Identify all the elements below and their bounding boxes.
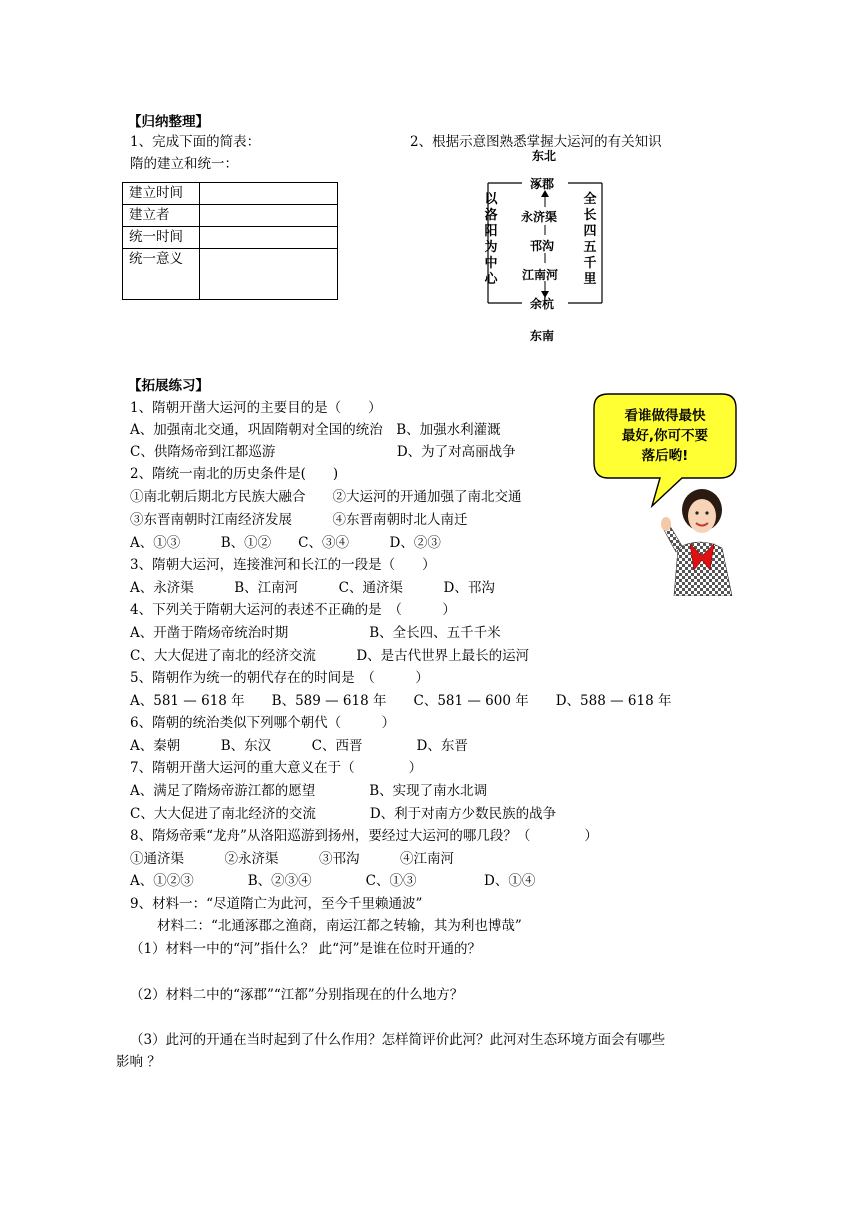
diagram-node-hangou: 邗沟	[530, 239, 555, 253]
question-line: 7、隋朝开凿大运河的重大意义在于（ ）	[130, 760, 423, 776]
question-line: A、①③ B、①② C、③④ D、②③	[130, 535, 441, 551]
question-line: 8、隋炀帝乘“龙舟”从洛阳巡游到扬州，要经过大运河的哪几段？（ ）	[130, 828, 598, 844]
question-line: ①南北朝后期北方民族大融合 ②大运河的开通加强了南北交通	[130, 489, 522, 505]
table-cell-label: 统一时间	[123, 227, 200, 249]
bubble-line-3: 落后哟!	[641, 448, 689, 464]
speech-bubble-text	[606, 406, 724, 466]
diagram-node-jiangnanhe: 江南河	[522, 268, 559, 282]
task-1-subtitle: 隋的建立和统一：	[130, 156, 238, 172]
question-line: 2、隋统一南北的历史条件是( )	[130, 466, 339, 482]
section-heading-summary: 【归纳整理】	[128, 114, 209, 130]
table-cell-answer[interactable]	[200, 183, 338, 205]
table-row	[123, 183, 338, 205]
question-line: 材料二：“北通涿郡之渔商，南运江都之转输，其为利也博哉”	[130, 918, 522, 934]
task-2-text: 2、根据示意图熟悉掌握大运河的有关知识	[410, 134, 662, 150]
table-cell-answer[interactable]	[200, 205, 338, 227]
task-1-text: 1、完成下面的简表：	[130, 134, 261, 150]
table-cell-answer[interactable]	[200, 249, 338, 300]
table-cell-answer[interactable]	[200, 227, 338, 249]
table-row	[123, 205, 338, 227]
question-line: 5、隋朝作为统一的朝代存在的时间是 （ ）	[130, 670, 429, 686]
diagram-node-yuhang: 余杭	[530, 297, 555, 311]
table-row	[123, 249, 338, 300]
question-line: 3、隋朝大运河，连接淮河和长江的一段是（ ）	[130, 557, 436, 573]
question-line: A、开凿于隋炀帝统治时期 B、全长四、五千千米	[130, 625, 501, 641]
diagram-north-label: 东北	[532, 149, 557, 163]
question-line: ①通济渠 ②永济渠 ③邗沟 ④江南河	[130, 851, 454, 867]
diagram-right-label: 全长四五千里	[583, 192, 597, 287]
question-line: （2）材料二中的“涿郡”“江都”分别指现在的什么地方？	[130, 987, 464, 1003]
question-line: A、加强南北交通，巩固隋朝对全国的统治 B、加强水利灌溉	[130, 422, 501, 438]
teacher-illustration	[652, 486, 748, 596]
bubble-line-1: 看谁做得最快	[624, 408, 706, 424]
summary-table	[122, 182, 338, 300]
question-line: 1、隋朝开凿大运河的主要目的是（ ）	[130, 400, 382, 416]
question-line: 影响 ？	[116, 1054, 161, 1070]
table-row	[123, 227, 338, 249]
question-line: A、秦朝 B、东汉 C、西晋 D、东晋	[130, 738, 468, 754]
question-line: A、满足了隋炀帝游江都的愿望 B、实现了南水北调	[130, 783, 488, 799]
question-line: C、大大促进了南北的经济交流 D、是古代世界上最长的运河	[130, 648, 530, 664]
question-line: ③东晋南朝时江南经济发展 ④东晋南朝时北人南迁	[130, 512, 468, 528]
diagram-node-zhuojun: 涿郡	[530, 177, 555, 191]
question-line: 4、下列关于隋朝大运河的表述不正确的是 （ ）	[130, 602, 456, 618]
question-line: A、①②③ B、②③④ C、①③ D、①④	[130, 873, 536, 889]
table-cell-label: 建立者	[123, 205, 200, 227]
question-line: （1）材料一中的“河”指什么？ 此“河”是谁在位时开通的？	[130, 941, 481, 957]
section-heading-practice: 【拓展练习】	[128, 378, 209, 394]
question-line: C、大大促进了南北经济的交流 D、利于对南方少数民族的战争	[130, 806, 557, 822]
bubble-line-2: 最好,你可不要	[621, 428, 709, 444]
question-line: （3）此河的开通在当时起到了什么作用？怎样简评价此河？此河对生态环境方面会有哪些	[130, 1032, 666, 1048]
table-cell-label: 统一意义	[123, 249, 200, 300]
question-line: 9、材料一：“尽道隋亡为此河，至今千里赖通波”	[130, 896, 423, 912]
question-line: C、供隋炀帝到江都巡游 D、为了对高丽战争	[130, 444, 516, 460]
table-cell-label: 建立时间	[123, 183, 200, 205]
diagram-south-label: 东南	[530, 329, 555, 343]
question-line: 6、隋朝的统治类似下列哪个朝代（ ）	[130, 715, 396, 731]
question-line: A、永济渠 B、江南河 C、通济渠 D、邗沟	[130, 580, 495, 596]
question-line: A、581 — 618 年 B、589 — 618 年 C、581 — 600 年 D、588 — 618 年	[130, 693, 672, 709]
diagram-node-yongjiqu: 永济渠	[521, 210, 558, 224]
diagram-left-label: 以洛阳为中心	[484, 192, 498, 287]
